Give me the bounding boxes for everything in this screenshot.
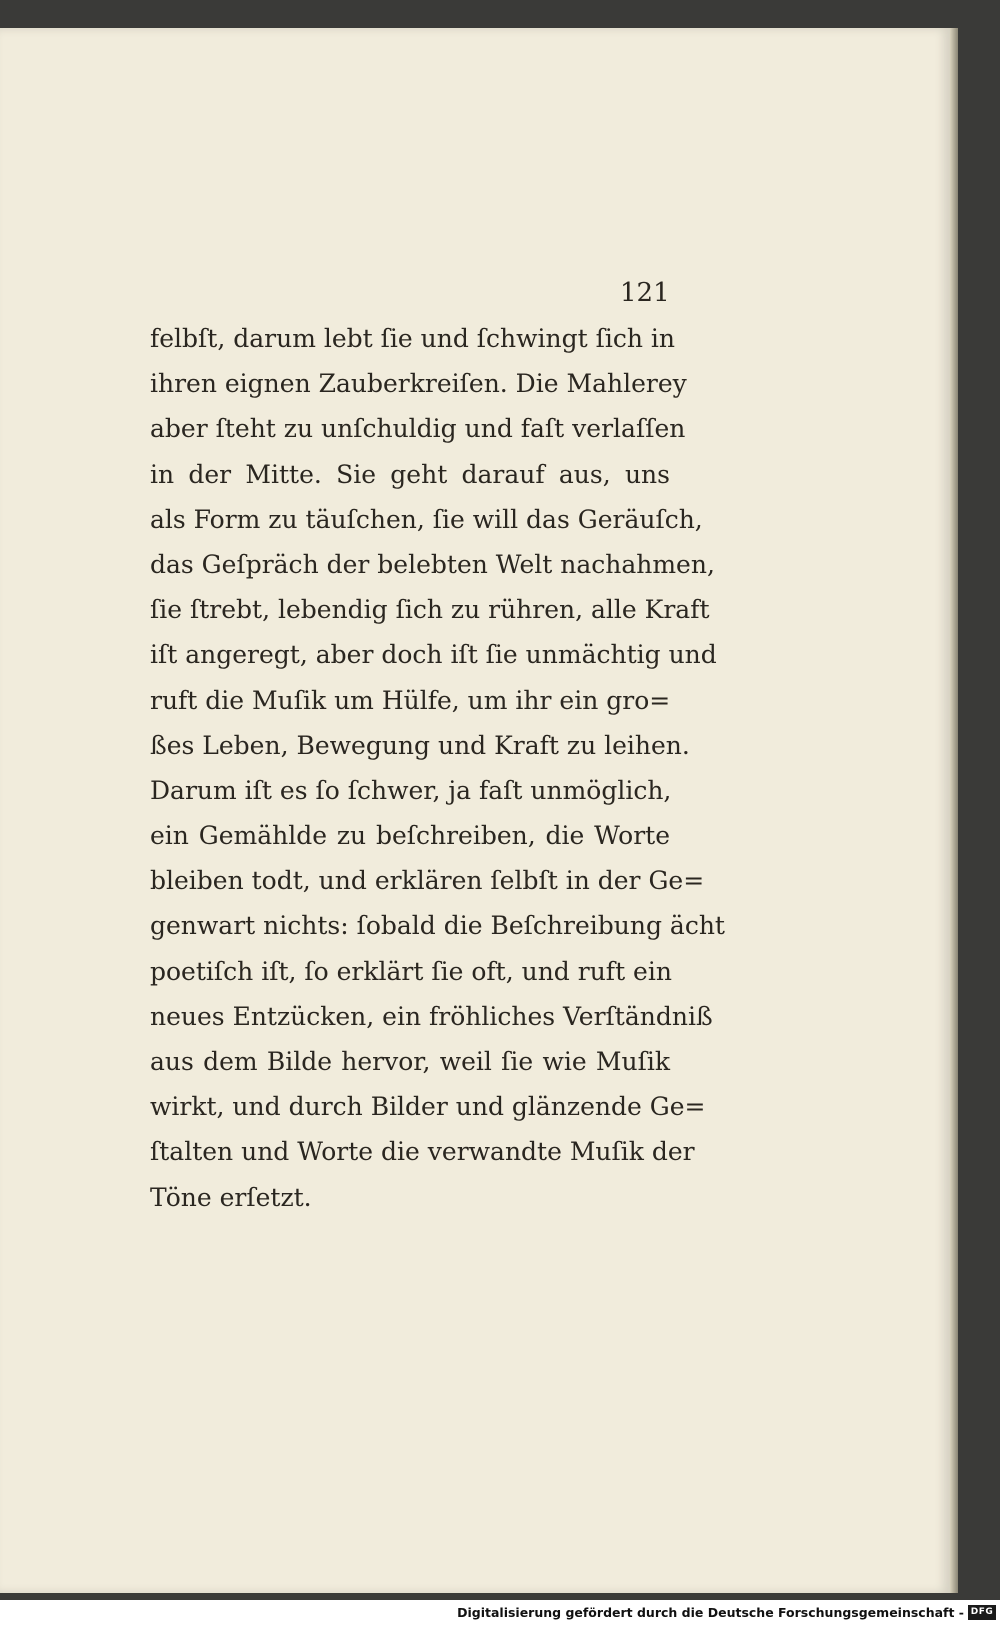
- funding-credit: Digitalisierung gefördert durch die Deutsche Forschungsgemeinschaft -: [457, 1605, 964, 1620]
- page-number: 121: [620, 278, 670, 308]
- text-line: ſie ſtrebt, lebendig ſich zu rühren, alle Kraft: [150, 595, 710, 625]
- text-line: felbſt, darum lebt ſie und ſchwingt ſich in: [150, 324, 676, 353]
- text-line: genwart nichts: ſobald die Beſchreibung ächt: [150, 911, 725, 941]
- text-line: das Geſpräch der belebten Welt nachahmen,: [150, 549, 715, 579]
- page-edge: [950, 28, 958, 1593]
- text-line: ein Gemählde zu beſchreiben, die Worte: [150, 821, 670, 851]
- text-line: wirkt, und durch Bilder und glänzende Ge=: [150, 1092, 706, 1122]
- dfg-logo: DFG: [968, 1605, 996, 1620]
- text-line: poetiſch iſt, ſo erklärt ſie oft, und ruft ein: [150, 956, 672, 986]
- text-line: ihren eignen Zauberkreiſen. Die Mahlerey: [150, 369, 687, 399]
- text-line: Darum iſt es ſo ſchwer, ja faſt unmöglich,: [150, 775, 672, 805]
- text-line: iſt angeregt, aber doch iſt ſie unmächtig und: [150, 640, 717, 670]
- text-line: Töne erſetzt.: [150, 1182, 312, 1212]
- text-line: neues Entzücken, ein fröhliches Verſtändniß: [150, 1001, 713, 1031]
- text-line: bleiben todt, und erklären ſelbſt in der Ge=: [150, 866, 705, 896]
- text-line: als Form zu täuſchen, ſie will das Geräuſch,: [150, 504, 703, 534]
- footer-bar: [0, 1600, 1000, 1626]
- text-line: in der Mitte. Sie geht darauf aus, uns: [150, 459, 670, 489]
- body-text: [150, 316, 725, 1220]
- text-line: aus dem Bilde hervor, weil ſie wie Muſik: [150, 1047, 670, 1076]
- text-line: ßes Leben, Bewegung und Kraft zu leihen.: [150, 730, 690, 760]
- book-page: [0, 28, 950, 1593]
- text-line: ruft die Muſik um Hülfe, um ihr ein gro=: [150, 685, 671, 715]
- text-line: ſtalten und Worte die verwandte Muſik der: [150, 1137, 695, 1167]
- text-line: aber ſteht zu unſchuldig und faſt verlaſſen: [150, 414, 686, 444]
